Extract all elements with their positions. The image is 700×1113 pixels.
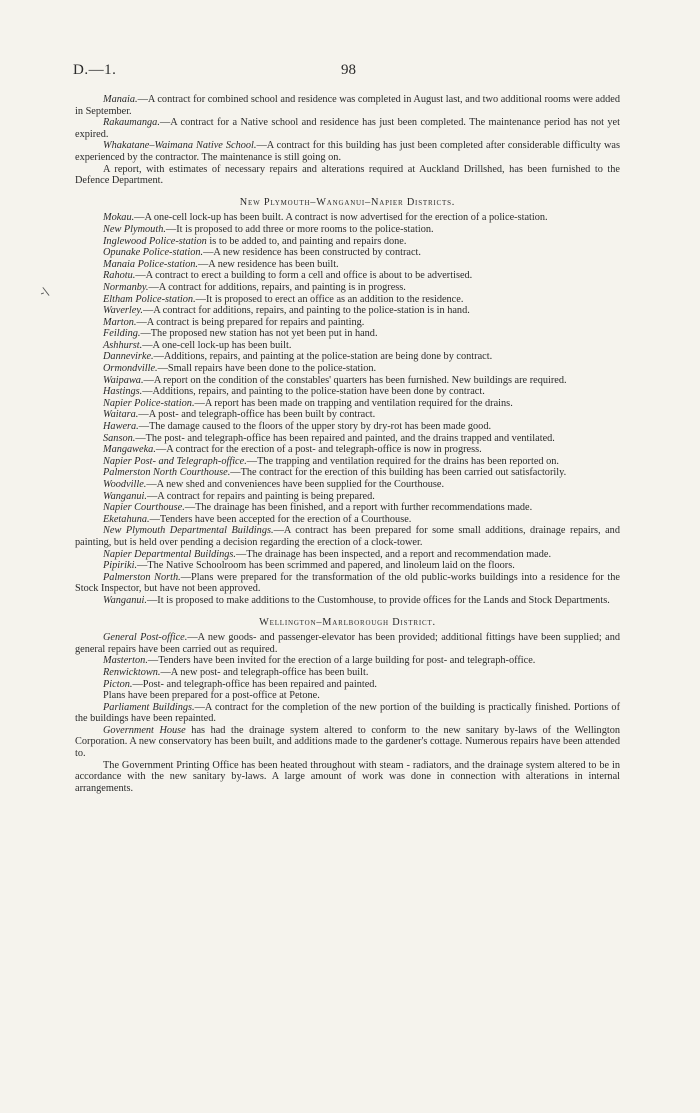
- paragraph: [75, 444, 620, 456]
- paragraph: [75, 140, 620, 163]
- paragraph-title: Marton.: [103, 316, 137, 328]
- paragraph: [75, 595, 620, 607]
- paragraph-text: —A post- and telegraph-office has been built by contract.: [138, 409, 376, 421]
- paragraph-title: Palmerston North Courthouse.: [103, 467, 231, 479]
- paragraph: [75, 317, 620, 329]
- paragraph-text: —A contract for repairs and painting is being prepared.: [146, 490, 375, 502]
- paragraph-title: Ashhurst.: [103, 339, 143, 351]
- document-reference: D.—1.: [73, 62, 117, 78]
- section-new-plymouth-paragraphs: [75, 212, 620, 606]
- document-body: [75, 94, 620, 794]
- paragraph-title: Parliament Buildings.: [103, 701, 195, 713]
- paragraph: [75, 247, 620, 259]
- paragraph: [75, 224, 620, 236]
- paragraph-title: Hawera.: [103, 421, 139, 433]
- paragraph-text: —The drainage has been inspected, and a report and recommendation made.: [236, 548, 552, 560]
- paragraph-text: —Tenders have been accepted for the erection of a Courthouse.: [149, 513, 412, 525]
- paragraph-title: Palmerston North.: [103, 571, 181, 583]
- paragraph-text: —The trapping and ventilation required for the drains has been reported on.: [246, 455, 560, 467]
- section-heading-new-plymouth: New Plymouth–Wanganui–Napier Districts.: [239, 196, 456, 208]
- paragraph-title: Mokau.: [103, 212, 135, 224]
- page-header: [73, 62, 633, 82]
- paragraph-text: —Tenders have been invited for the erection of a large building for post- and telegraph-office.: [147, 655, 536, 667]
- paragraph-title: Inglewood Police-station: [103, 235, 207, 247]
- paragraph-text: —A new goods- and passenger-elevator has been provided; additional fittings have been supplied; and general repairs have been carried out as required.: [75, 632, 620, 655]
- paragraph-text: —Post- and telegraph-office has been repaired and painted.: [132, 678, 378, 690]
- paragraph: [75, 270, 620, 282]
- paragraph-title: Manaia.: [103, 94, 138, 105]
- paragraph: [75, 467, 620, 479]
- paragraph: [75, 433, 620, 445]
- paragraph: [75, 236, 620, 248]
- paragraph: [75, 328, 620, 340]
- paragraph: [75, 94, 620, 117]
- paragraph-text: —The proposed new station has not yet been put in hand.: [140, 328, 378, 340]
- paragraph: [75, 560, 620, 572]
- paragraph-text: —A contract for additions, repairs, and painting is in progress.: [148, 281, 406, 293]
- section-wellington-paragraphs: [75, 632, 620, 794]
- margin-pencil-mark: -\: [37, 284, 51, 300]
- paragraph-text: —The damage caused to the floors of the upper story by dry-rot has been made good.: [138, 421, 492, 433]
- paragraph: [75, 212, 620, 224]
- paragraph-title: Manaia Police-station.: [103, 258, 198, 270]
- paragraph: [75, 491, 620, 503]
- paragraph-title: Wanganui.: [103, 594, 147, 606]
- paragraph-title: Wanganui.: [103, 490, 147, 502]
- paragraph-title: Feilding.: [103, 328, 141, 340]
- paragraph-text: —A new residence has been constructed by contract.: [203, 247, 421, 259]
- paragraph-text: —A contract for the completion of the new portion of the building is practically finished. Portions of the buildings have been repainted.: [75, 701, 620, 725]
- paragraph: [75, 340, 620, 352]
- paragraph-text: —A contract has been prepared for some small additions, drainage repairs, and painting, but is held over pending a decision regarding the erection of a clock-tower.: [75, 525, 620, 548]
- paragraph-title: Picton.: [103, 678, 133, 690]
- paragraph: [75, 632, 620, 655]
- paragraph-text: is to be added to, and painting and repairs done.: [206, 235, 407, 247]
- paragraph-title: Sanson.: [103, 432, 136, 444]
- paragraph-text: —Additions, repairs, and painting at the police-station are being done by contract.: [153, 351, 493, 363]
- paragraph-title: New Plymouth.: [103, 223, 166, 235]
- paragraph-title: Eketahuna.: [103, 513, 150, 525]
- paragraph-text: —A new post- and telegraph-office has been built.: [160, 666, 369, 678]
- paragraph-title: General Post-office.: [103, 632, 188, 644]
- paragraph-title: Whakatane–Waimana Native School.: [103, 140, 257, 152]
- paragraph: [75, 502, 620, 514]
- paragraph-text: —A new residence has been built.: [197, 258, 339, 270]
- paragraph-title: Mangaweka.: [103, 444, 156, 456]
- paragraph-title: Opunake Police-station.: [103, 247, 204, 259]
- paragraph: [75, 409, 620, 421]
- paragraph-title: Dannevirke.: [103, 351, 154, 363]
- paragraph-text: —A contract for the erection of a post- and telegraph-office is now in progress.: [155, 444, 482, 456]
- paragraph-text: The Government Printing Office has been heated throughout with steam - radiators, and the drainage system altered to be in accordance with the new sanitary by-laws. A large amount of work was done in connection with alterations in internal arrangements.: [75, 759, 620, 794]
- intro-paragraphs: [75, 94, 620, 187]
- paragraph-title: Napier Police-station.: [103, 397, 195, 409]
- paragraph-title: Napier Post- and Telegraph-office.: [103, 455, 247, 467]
- paragraph: [75, 679, 620, 691]
- paragraph-text: —The Native Schoolroom has been scrimmed and papered, and linoleum laid on the floors.: [137, 560, 515, 572]
- paragraph: [75, 690, 620, 702]
- paragraph-text: —A one-cell lock-up has been built.: [142, 339, 292, 351]
- paragraph-text: —The contract for the erection of this building has been carried out satisfactorily.: [230, 467, 567, 479]
- paragraph-text: —It is proposed to make additions to the Customhouse, to provide offices for the Lands and Stock Departments.: [146, 594, 610, 606]
- paragraph-title: Waverley.: [103, 305, 143, 317]
- paragraph-text: —A one-cell lock-up has been built. A contract is now advertised for the erection of a police-station.: [134, 212, 548, 224]
- paragraph-title: Government House: [103, 724, 186, 736]
- paragraph-title: Masterton.: [103, 655, 148, 667]
- paragraph-title: Waipawa.: [103, 374, 144, 386]
- paragraph: [75, 760, 620, 795]
- paragraph-text: —A new shed and conveniences have been supplied for the Courthouse.: [146, 479, 445, 490]
- paragraph-title: Ormondville.: [103, 363, 158, 375]
- paragraph: [75, 294, 620, 306]
- paragraph: [75, 725, 620, 760]
- paragraph-text: —A contract for this building has just been completed after considerable difficulty was experienced by the contractor. The maintenance is still going on.: [75, 140, 620, 163]
- paragraph: [75, 398, 620, 410]
- paragraph: [75, 375, 620, 387]
- paragraph: [75, 456, 620, 468]
- paragraph-title: Pipiriki.: [103, 560, 138, 572]
- paragraph-text: —The drainage has been finished, and a report with further recommendations made.: [184, 502, 533, 514]
- paragraph: [75, 259, 620, 271]
- page-number: 98: [341, 62, 356, 78]
- paragraph-text: —A contract for a Native school and residence has just been completed. The maintenance period has not yet expired.: [75, 117, 620, 140]
- paragraph: [75, 117, 620, 140]
- paragraph: [75, 514, 620, 526]
- paragraph-title: Woodville.: [103, 479, 147, 490]
- paragraph-text: —A contract for combined school and residence was completed in August last, and two additional rooms were added in September.: [75, 94, 620, 117]
- paragraph: [75, 305, 620, 317]
- paragraph-text: —A contract to erect a building to form a cell and office is about to be advertised.: [135, 270, 473, 282]
- paragraph: [75, 549, 620, 561]
- paragraph: [75, 421, 620, 433]
- paragraph-text: —A contract is being prepared for repairs and painting.: [136, 316, 365, 328]
- paragraph: [75, 479, 620, 491]
- paragraph-text: —Additions, repairs, and painting to the police-station have been done by contract.: [142, 386, 485, 398]
- paragraph-title: New Plymouth Departmental Buildings.: [103, 525, 274, 537]
- paragraph-text: —A contract for additions, repairs, and painting to the police-station is in hand.: [142, 305, 470, 317]
- paragraph: [75, 351, 620, 363]
- paragraph-title: Renwicktown.: [103, 666, 161, 678]
- section-heading-wellington: Wellington–Marlborough District.: [259, 616, 436, 628]
- paragraph-title: Waitara.: [103, 409, 139, 421]
- paragraph-text: —A report has been made on trapping and ventilation required for the drains.: [194, 397, 513, 409]
- paragraph-title: Eltham Police-station.: [103, 293, 196, 305]
- paragraph: [75, 702, 620, 725]
- paragraph-text: —Plans were prepared for the transformation of the old public-works buildings into a residence for the Stock Inspector, but have not been approved.: [75, 571, 620, 595]
- paragraph: [75, 655, 620, 667]
- paragraph-title: Rakaumanga.: [103, 117, 160, 129]
- paragraph-text: A report, with estimates of necessary repairs and alterations required at Auckland Drillshed, has been furnished to the Defence Department.: [75, 163, 620, 187]
- paragraph: [75, 282, 620, 294]
- paragraph: [75, 363, 620, 375]
- paragraph-title: Napier Courthouse.: [103, 502, 185, 514]
- paragraph-text: —Small repairs have been done to the police-station.: [157, 363, 377, 375]
- paragraph-text: —A report on the condition of the constables' quarters has been furnished. New buildings are required.: [143, 374, 567, 386]
- paragraph-text: —It is proposed to erect an office as an addition to the residence.: [195, 293, 464, 305]
- paragraph-text: —The post- and telegraph-office has been repaired and painted, and the drains trapped and ventilated.: [135, 432, 555, 444]
- paragraph: [75, 572, 620, 595]
- paragraph: [75, 667, 620, 679]
- paragraph: [75, 164, 620, 187]
- paragraph-title: Normanby.: [103, 281, 149, 293]
- paragraph-title: Hastings.: [103, 386, 143, 398]
- paragraph-text: —It is proposed to add three or more rooms to the police-station.: [165, 223, 434, 235]
- paragraph: [75, 525, 620, 548]
- paragraph: [75, 386, 620, 398]
- paragraph-text: Plans have been prepared for a post-office at Petone.: [103, 690, 320, 702]
- paragraph-title: Napier Departmental Buildings.: [103, 548, 236, 560]
- paragraph-text: has had the drainage system altered to conform to the new sanitary by-laws of the Wellington Corporation. A new conservatory has been built, and additions made to the gardener's cottage. Numerous repairs have been attended to.: [75, 724, 621, 760]
- paragraph-title: Rahotu.: [103, 270, 136, 282]
